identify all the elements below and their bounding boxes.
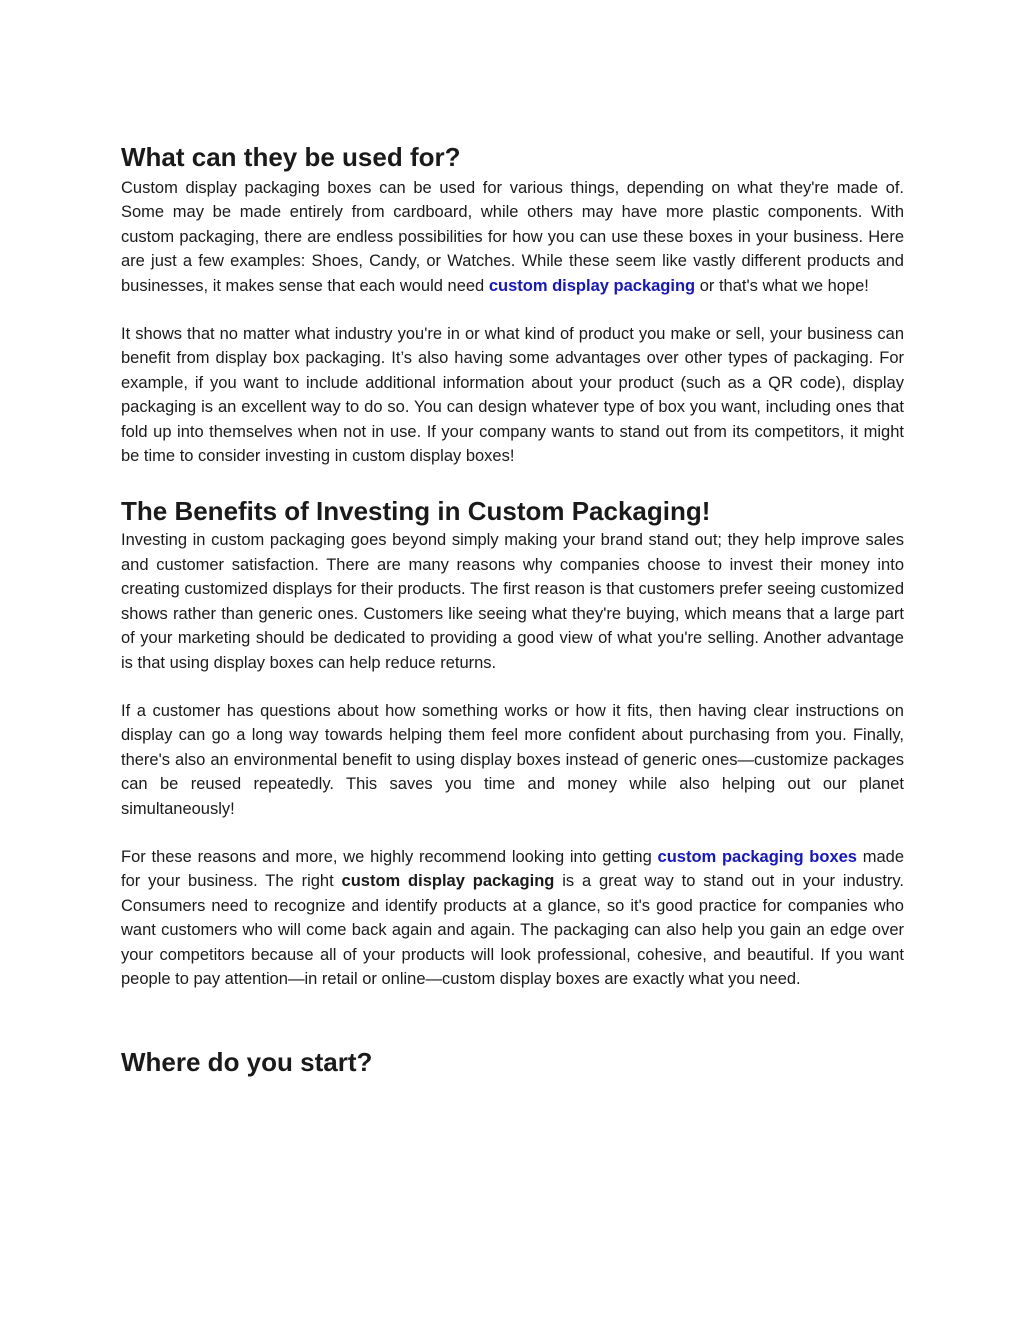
paragraph-text-tail: or that's what we hope! bbox=[695, 276, 869, 295]
paragraph-text-mid: made for your business. The right bbox=[121, 847, 905, 891]
heading-what-can-they-be-used-for: What can they be used for? bbox=[121, 142, 461, 172]
paragraph-text: For these reasons and more, we highly recommend looking into getting bbox=[121, 847, 658, 866]
paragraph-text: Custom display packaging boxes can be used for various things, depending on what they're made of. Some may be made entirely from cardboard, while others may have more plastic components. With custom packaging, there are endless possibilities for how you can use these boxes in your business. Here are just a few examples: Shoes, Candy, or Watches. While these seem like vastly different products and businesses, it makes sense that each would need bbox=[121, 179, 904, 295]
custom-packaging-boxes-link[interactable]: custom packaging boxes bbox=[657, 847, 857, 866]
paragraph-recommendation bbox=[121, 845, 904, 991]
paragraph-text-end: is a great way to stand out in your industry. Consumers need to recognize and identify products at a glance, so it's good practice for companies who want customers who will come back again and again. The packaging can also help you gain an edge over your competitors because all of your products will look professional, cohesive, and beautiful. If you want people to pay attention—in retail or online—custom display boxes are exactly what you need. bbox=[121, 872, 905, 988]
bold-custom-display-packaging: custom display packaging bbox=[341, 872, 555, 891]
document-page bbox=[121, 140, 904, 1079]
paragraph-used-for-intro bbox=[121, 176, 904, 298]
paragraph-customer-questions: If a customer has questions about how something works or how it fits, then having clear instructions on display can go a long way towards helping them feel more confident about purchasing from you. Finally, there's also an environmental benefit to using display boxes instead of generic ones—customize packages can be reused repeatedly. This saves you time and money while also helping out our planet simultaneously! bbox=[121, 701, 904, 818]
heading-benefits-of-investing: The Benefits of Investing in Custom Packaging! bbox=[121, 496, 711, 527]
paragraph-industry-benefit: It shows that no matter what industry you're in or what kind of product you make or sell, your business can benefit from display box packaging. It’s also having some advantages over other types of packaging. For example, if you want to include additional information about your product (such as a QR code), display packaging is an excellent way to do so. You can design whatever type of box you want, including ones that fold up into themselves when not in use. If your company wants to stand out from its competitors, it might be time to consider investing in custom display boxes! bbox=[121, 325, 904, 466]
paragraph-benefits-intro: Investing in custom packaging goes beyond simply making your brand stand out; they help improve sales and customer satisfaction. There are many reasons why companies choose to invest their money into creating customized displays for their products. The first reason is that customers prefer seeing customized shows rather than generic ones. Customers like seeing what they're buying, which means that a large part of your marketing should be dedicated to providing a good view of what you're selling. Another advantage is that using display boxes can help reduce returns. bbox=[121, 531, 904, 672]
custom-display-packaging-link[interactable]: custom display packaging bbox=[488, 276, 696, 295]
heading-where-do-you-start: Where do you start? bbox=[121, 1047, 373, 1078]
